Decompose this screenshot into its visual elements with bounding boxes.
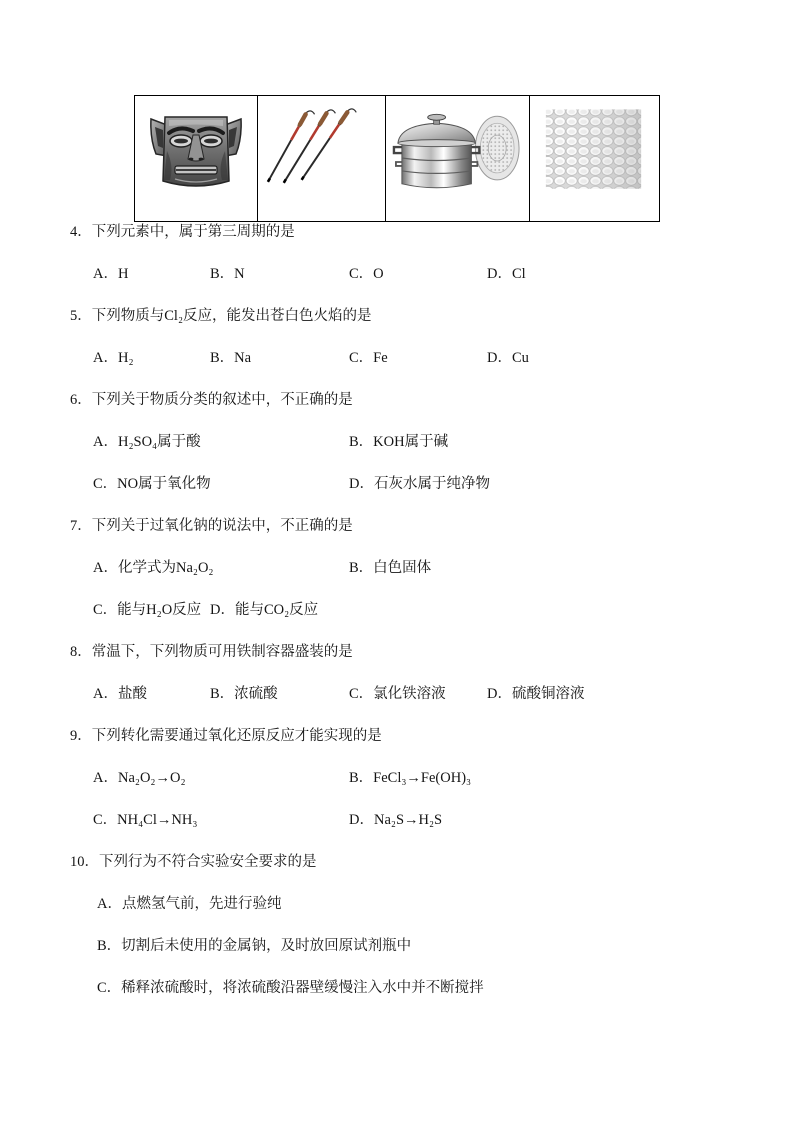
question-number: 9．: [70, 728, 92, 744]
option-label: C．: [93, 812, 118, 828]
option-b: [349, 421, 448, 463]
question-9-options-row-2: [0, 799, 794, 841]
option-a: [97, 883, 281, 925]
option-label: B．: [349, 770, 374, 786]
option-label: C．: [93, 476, 118, 492]
question-5-options: [0, 337, 794, 379]
question-6: [0, 379, 794, 421]
option-label: A．: [93, 350, 118, 366]
plastic-pipes-image: [530, 96, 659, 221]
option-text: Na₂S→H₂S: [373, 812, 443, 828]
option-b: [210, 337, 251, 379]
question-10-option-b-row: [0, 925, 794, 967]
option-label: B．: [97, 938, 122, 954]
option-text: FeCl₃→Fe(OH)₃: [373, 770, 472, 786]
option-label: D．: [349, 476, 374, 492]
question-list: [0, 211, 794, 1009]
question-text: 下列转化需要通过氧化还原反应才能实现的是: [91, 728, 382, 744]
option-label: D．: [210, 602, 235, 618]
option-text: 石灰水属于纯净物: [373, 476, 490, 492]
option-label: A．: [93, 266, 118, 282]
question-7-options-row-1: [0, 547, 794, 589]
option-d: [349, 463, 490, 505]
question-number: 7．: [70, 518, 92, 534]
option-a: [93, 547, 213, 589]
question-10-option-c-row: [0, 967, 794, 1009]
option-d: [487, 337, 529, 379]
question-number: 5．: [70, 308, 92, 324]
option-text: NH₄Cl→NH₃: [117, 812, 198, 828]
option-label: A．: [93, 770, 118, 786]
question-stem: [70, 715, 382, 757]
option-a: [93, 757, 186, 799]
option-label: C．: [349, 686, 374, 702]
question-6-options-row-1: [0, 421, 794, 463]
question-7-options-row-2: [0, 589, 794, 631]
option-b: [210, 673, 278, 715]
option-text: Fe: [373, 350, 388, 366]
image-cell-steamer-pot: [385, 96, 529, 221]
option-a: [93, 337, 134, 379]
question-10: [0, 841, 794, 883]
question-number: 10．: [70, 854, 99, 870]
question-stem: [70, 295, 372, 337]
question-9-options-row-1: [0, 757, 794, 799]
option-text: 化学式为Na₂O₂: [117, 560, 214, 576]
option-text: 切割后未使用的金属钠，及时放回原试剂瓶中: [121, 938, 412, 954]
option-a: [93, 673, 147, 715]
question-4: [0, 211, 794, 253]
trekking-pole-3: [302, 109, 357, 180]
option-label: C．: [349, 350, 374, 366]
question-text: 下列关于物质分类的叙述中，不正确的是: [91, 392, 353, 408]
option-text: NO属于氧化物: [117, 476, 211, 492]
option-label: A．: [97, 896, 122, 912]
option-c: [97, 967, 484, 1009]
question-stem: [70, 631, 353, 673]
option-label: B．: [210, 350, 235, 366]
question-stem: [70, 841, 317, 883]
option-d: [487, 253, 526, 295]
question-6-options-row-2: [0, 463, 794, 505]
option-label: D．: [487, 266, 512, 282]
option-text: 能与CO₂反应: [234, 602, 319, 618]
bronze-mask-image: [135, 96, 257, 221]
option-b: [349, 547, 431, 589]
option-text: 盐酸: [117, 686, 147, 702]
question-stem: [70, 379, 353, 421]
option-b: [349, 757, 471, 799]
question-number: 6．: [70, 392, 92, 408]
trekking-pole-2: [284, 110, 336, 183]
question-stem: [70, 505, 353, 547]
question-text: 下列行为不符合实验安全要求的是: [99, 854, 317, 870]
option-d: [210, 589, 318, 631]
option-text: H₂: [117, 350, 134, 366]
option-label: A．: [93, 560, 118, 576]
material-images-table: [134, 95, 660, 222]
option-label: B．: [210, 266, 235, 282]
option-text: Na₂O₂→O₂: [117, 770, 186, 786]
image-cell-bronze-mask: [135, 96, 257, 221]
option-label: D．: [487, 350, 512, 366]
question-7: [0, 505, 794, 547]
question-text: 下列元素中，属于第三周期的是: [91, 224, 295, 240]
option-text: 浓硫酸: [234, 686, 278, 702]
option-a: [93, 421, 201, 463]
image-cell-trekking-poles: [257, 96, 385, 221]
option-text: Cl: [511, 266, 526, 282]
question-text: 下列物质与Cl₂反应，能发出苍白色火焰的是: [91, 308, 372, 324]
option-label: B．: [349, 434, 374, 450]
question-text: 常温下，下列物质可用铁制容器盛装的是: [91, 644, 353, 660]
option-label: A．: [93, 686, 118, 702]
option-c: [349, 253, 384, 295]
option-label: D．: [487, 686, 512, 702]
option-b: [97, 925, 411, 967]
pot-body: [402, 142, 472, 188]
question-4-options: [0, 253, 794, 295]
option-label: A．: [93, 434, 118, 450]
option-a: [93, 253, 128, 295]
question-stem: [70, 211, 295, 253]
option-c: [349, 337, 388, 379]
steamer-tray: [475, 116, 519, 180]
question-9: [0, 715, 794, 757]
option-text: O: [373, 266, 384, 282]
pipe-bundle: [546, 109, 641, 188]
question-text: 下列关于过氧化钠的说法中，不正确的是: [91, 518, 353, 534]
option-c: [93, 463, 211, 505]
option-text: 点燃氢气前，先进行验纯: [121, 896, 282, 912]
question-8-options: [0, 673, 794, 715]
question-8: [0, 631, 794, 673]
option-label: C．: [349, 266, 374, 282]
option-text: KOH属于碱: [373, 434, 449, 450]
question-number: 4．: [70, 224, 92, 240]
option-text: N: [234, 266, 245, 282]
option-d: [487, 673, 584, 715]
image-cell-plastic-pipes: [529, 96, 659, 221]
question-5: [0, 295, 794, 337]
option-label: C．: [93, 602, 118, 618]
option-text: 白色固体: [373, 560, 432, 576]
steamer-pot-image: [386, 96, 529, 221]
question-10-option-a-row: [0, 883, 794, 925]
option-text: 稀释浓硫酸时，将浓硫酸沿器壁缓慢注入水中并不断搅拌: [121, 980, 484, 996]
question-number: 8．: [70, 644, 92, 660]
trekking-poles-image: [258, 96, 385, 221]
option-label: C．: [97, 980, 122, 996]
option-text: 氯化铁溶液: [373, 686, 446, 702]
option-b: [210, 253, 245, 295]
option-label: B．: [349, 560, 374, 576]
option-c: [93, 799, 197, 841]
option-d: [349, 799, 442, 841]
option-text: H: [117, 266, 129, 282]
option-text: 能与H₂O反应: [117, 602, 202, 618]
option-c: [349, 673, 446, 715]
option-label: B．: [210, 686, 235, 702]
option-text: Cu: [511, 350, 529, 366]
option-text: Na: [234, 350, 252, 366]
option-text: 硫酸铜溶液: [511, 686, 585, 702]
option-c: [93, 589, 201, 631]
option-text: H₂SO₄属于酸: [117, 434, 201, 450]
pot-lid: [398, 114, 475, 146]
option-label: D．: [349, 812, 374, 828]
